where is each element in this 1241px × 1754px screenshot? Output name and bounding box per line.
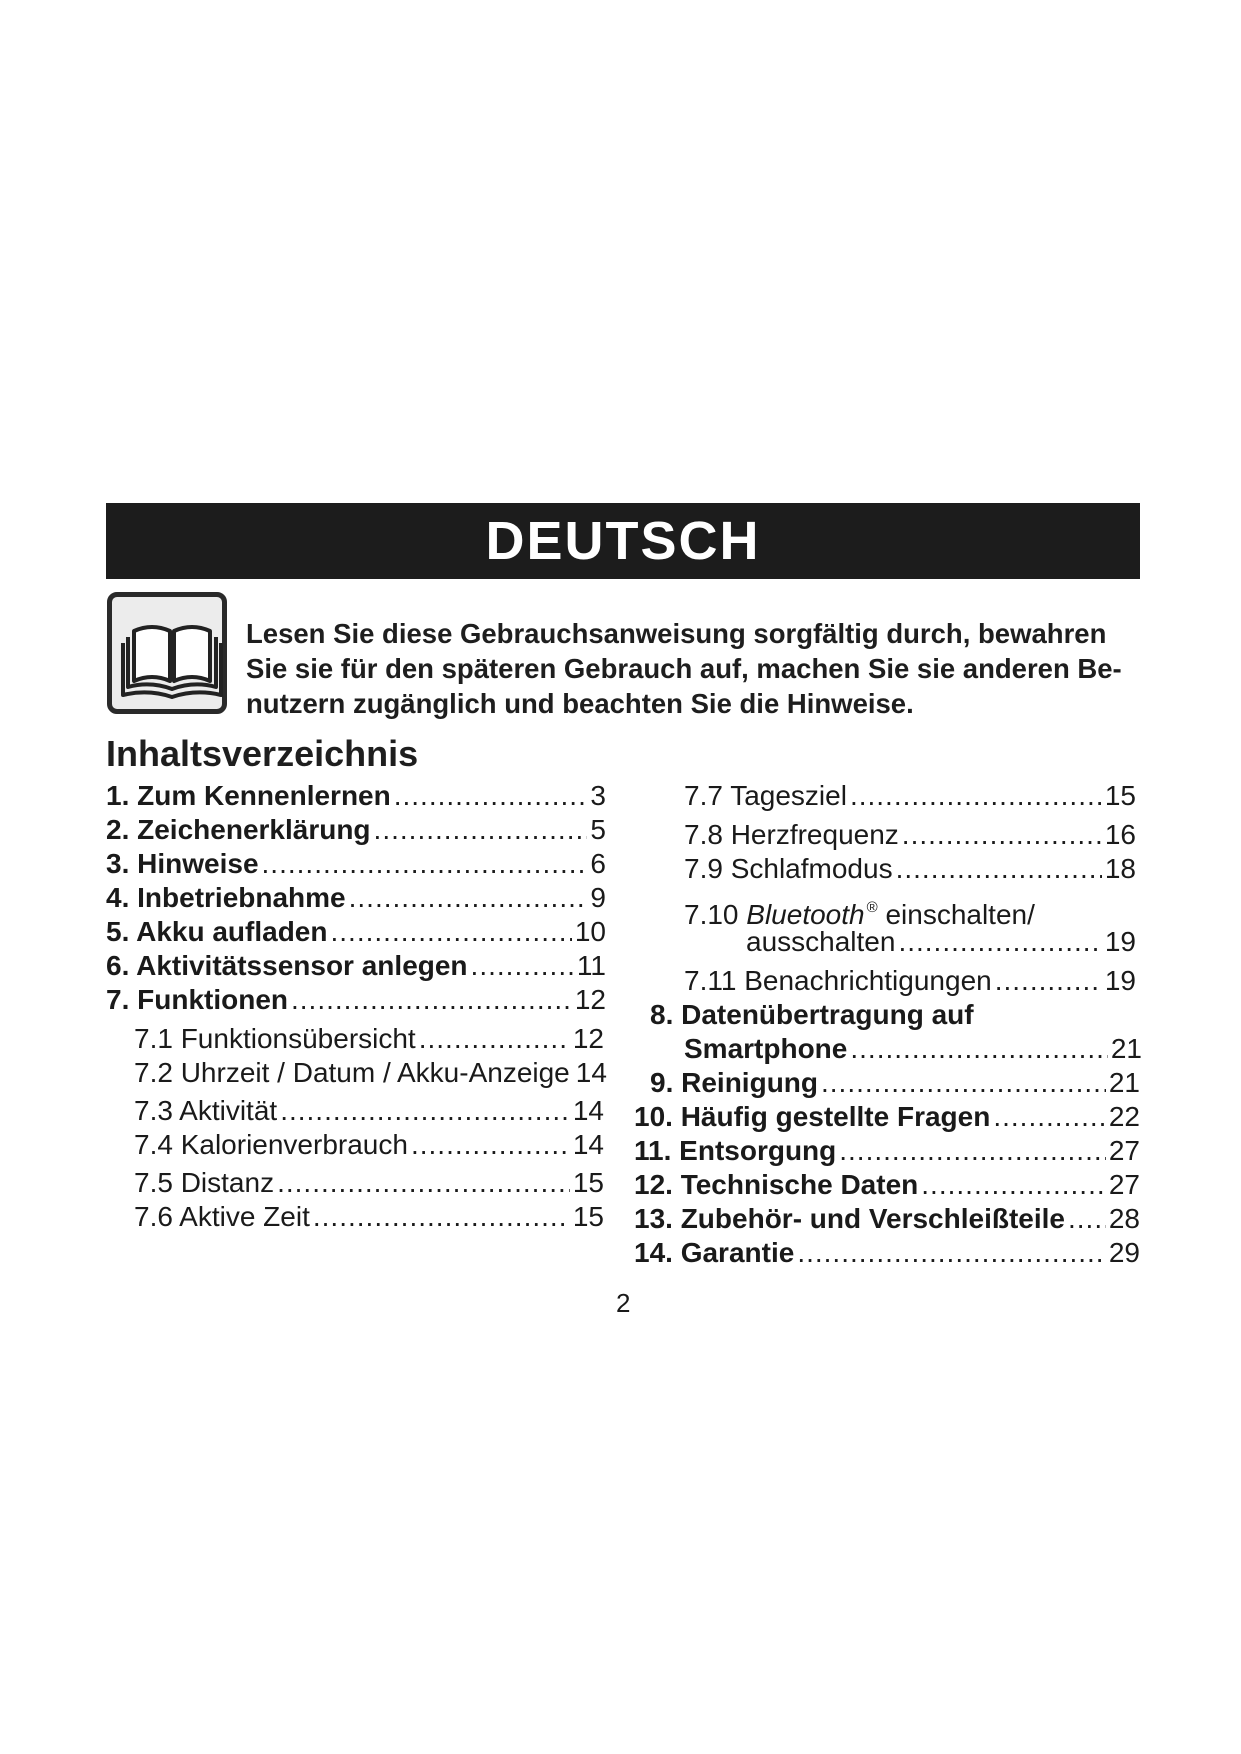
toc-subentry[interactable] [134, 1166, 604, 1200]
toc-entry-label: 12. Technische Daten [634, 1169, 919, 1200]
toc-entry-label: 10. Häufig gestellte Fragen [634, 1101, 991, 1132]
toc-entry[interactable] [106, 881, 606, 915]
toc-entry-label: 7.8 Herzfrequenz [684, 819, 899, 850]
toc-entry-label: 9. Reinigung [650, 1067, 818, 1098]
toc-entry-page: 5 [590, 814, 606, 845]
toc-entry-page: 21 [1108, 1067, 1140, 1098]
toc-subentry[interactable] [134, 1094, 604, 1128]
toc-entry-page: 15 [572, 1201, 604, 1232]
toc-entry-label: 7.10 [684, 899, 747, 930]
toc-entry-page: 29 [1108, 1237, 1140, 1268]
toc-entry-page: 28 [1108, 1203, 1140, 1234]
toc-entry[interactable] [106, 983, 606, 1017]
toc-entry-label: 7.2 Uhrzeit / Datum / Akku-Anzeige [134, 1057, 570, 1088]
toc-entry[interactable] [106, 949, 606, 983]
toc-entry-page: 21 [1110, 1033, 1142, 1064]
open-book-icon [120, 611, 224, 703]
toc-entry-page: 18 [1104, 853, 1136, 884]
toc-entry[interactable] [106, 915, 606, 949]
toc-entry-page: 14 [572, 1129, 604, 1160]
toc-entry-label: Smartphone [684, 1033, 848, 1064]
toc-entry-label: 7.6 Aktive Zeit [134, 1201, 310, 1232]
toc-entry-label: 14. Garantie [634, 1237, 795, 1268]
toc-entry-label: 7. Funktionen [106, 984, 288, 1015]
toc-entry[interactable] [650, 1066, 1140, 1100]
toc-entry-label: 2. Zeichenerklärung [106, 814, 371, 845]
toc-entry-page: 14 [575, 1057, 607, 1088]
toc-entry-label: 7.9 Schlafmodus [684, 853, 893, 884]
toc-entry-page: 27 [1108, 1135, 1140, 1166]
toc-entry[interactable] [684, 1032, 1142, 1066]
banner-title: DEUTSCH [485, 511, 761, 571]
toc-entry[interactable] [106, 779, 606, 813]
toc-entry-page: 6 [590, 848, 606, 879]
toc-entry-label: 13. Zubehör- und Verschleißteile [634, 1203, 1065, 1234]
manual-icon-box [107, 592, 227, 714]
toc-subentry[interactable] [134, 1022, 604, 1056]
toc-subentry[interactable] [684, 852, 1136, 886]
toc-entry-page: 15 [1104, 780, 1136, 811]
toc-entry[interactable] [106, 813, 606, 847]
toc-entry-page: 15 [572, 1167, 604, 1198]
toc-entry-page: 12 [574, 984, 606, 1015]
toc-entry-label: 7.5 Distanz [134, 1167, 275, 1198]
toc-entry-page: 10 [574, 916, 606, 947]
toc-entry-label: 6. Aktivitätssensor anlegen [106, 950, 468, 981]
registered-mark: ® [866, 899, 878, 916]
toc-entry-heading[interactable]: 8. Datenübertragung auf [650, 999, 974, 1030]
intro-text [246, 616, 1146, 721]
toc-subentry[interactable] [134, 1128, 604, 1162]
intro-line-3: nutzern zugänglich und beachten Sie die Hinweise. [246, 688, 914, 719]
toc-entry-label: 1. Zum Kennenlernen [106, 780, 391, 811]
toc-entry[interactable] [106, 847, 606, 881]
toc-entry[interactable] [634, 1202, 1140, 1236]
toc-entry[interactable] [634, 1168, 1140, 1202]
toc-title: Inhaltsverzeichnis [106, 733, 419, 774]
toc-entry-label: ausschalten [746, 926, 896, 957]
toc-entry-label: 7.1 Funktionsübersicht [134, 1023, 416, 1054]
bluetooth-label: Bluetooth [746, 899, 865, 930]
language-banner [106, 503, 1140, 579]
toc-entry-label: 7.4 Kalorienverbrauch [134, 1129, 408, 1160]
toc-entry-page: 3 [590, 780, 606, 811]
toc-entry-label: 3. Hinweise [106, 848, 259, 879]
toc-entry[interactable] [634, 1100, 1140, 1134]
toc-entry-page: 19 [1104, 926, 1136, 957]
toc-entry[interactable] [634, 1134, 1140, 1168]
toc-subentry[interactable] [684, 818, 1136, 852]
toc-entry-page: 19 [1104, 965, 1136, 996]
toc-subentry[interactable] [746, 925, 1136, 959]
intro-line-1: Lesen Sie diese Gebrauchsanweisung sorgfältig durch, bewahren [246, 618, 1107, 649]
toc-entry-page: 14 [572, 1095, 604, 1126]
toc-entry[interactable] [634, 1236, 1140, 1270]
toc-entry-page: 11 [576, 950, 606, 981]
toc-entry-label: 7.7 Tagesziel [684, 780, 847, 811]
toc-entry-page: 27 [1108, 1169, 1140, 1200]
intro-line-2: Sie sie für den späteren Gebrauch auf, machen Sie sie anderen Be- [246, 653, 1122, 684]
toc-entry-page: 12 [572, 1023, 604, 1054]
toc-entry-page: 22 [1108, 1101, 1140, 1132]
toc-subentry[interactable] [684, 779, 1136, 813]
toc-entry-label: 11. Entsorgung [634, 1135, 837, 1166]
toc-subentry[interactable] [684, 964, 1136, 998]
toc-entry-label: 5. Akku aufladen [106, 916, 328, 947]
toc-entry-label: 7.11 Benachrichtigungen [684, 965, 992, 996]
page-number: 2 [616, 1288, 631, 1318]
toc-entry-label: 4. Inbetriebnahme [106, 882, 346, 913]
toc-subentry[interactable] [134, 1056, 607, 1090]
toc-entry-label: einschalten/ [877, 899, 1035, 930]
toc-entry-label: 7.3 Aktivität [134, 1095, 278, 1126]
toc-subentry-heading[interactable] [684, 891, 1035, 930]
toc-entry-page: 16 [1104, 819, 1136, 850]
toc-subentry[interactable] [134, 1200, 604, 1234]
toc-entry-page: 9 [590, 882, 606, 913]
